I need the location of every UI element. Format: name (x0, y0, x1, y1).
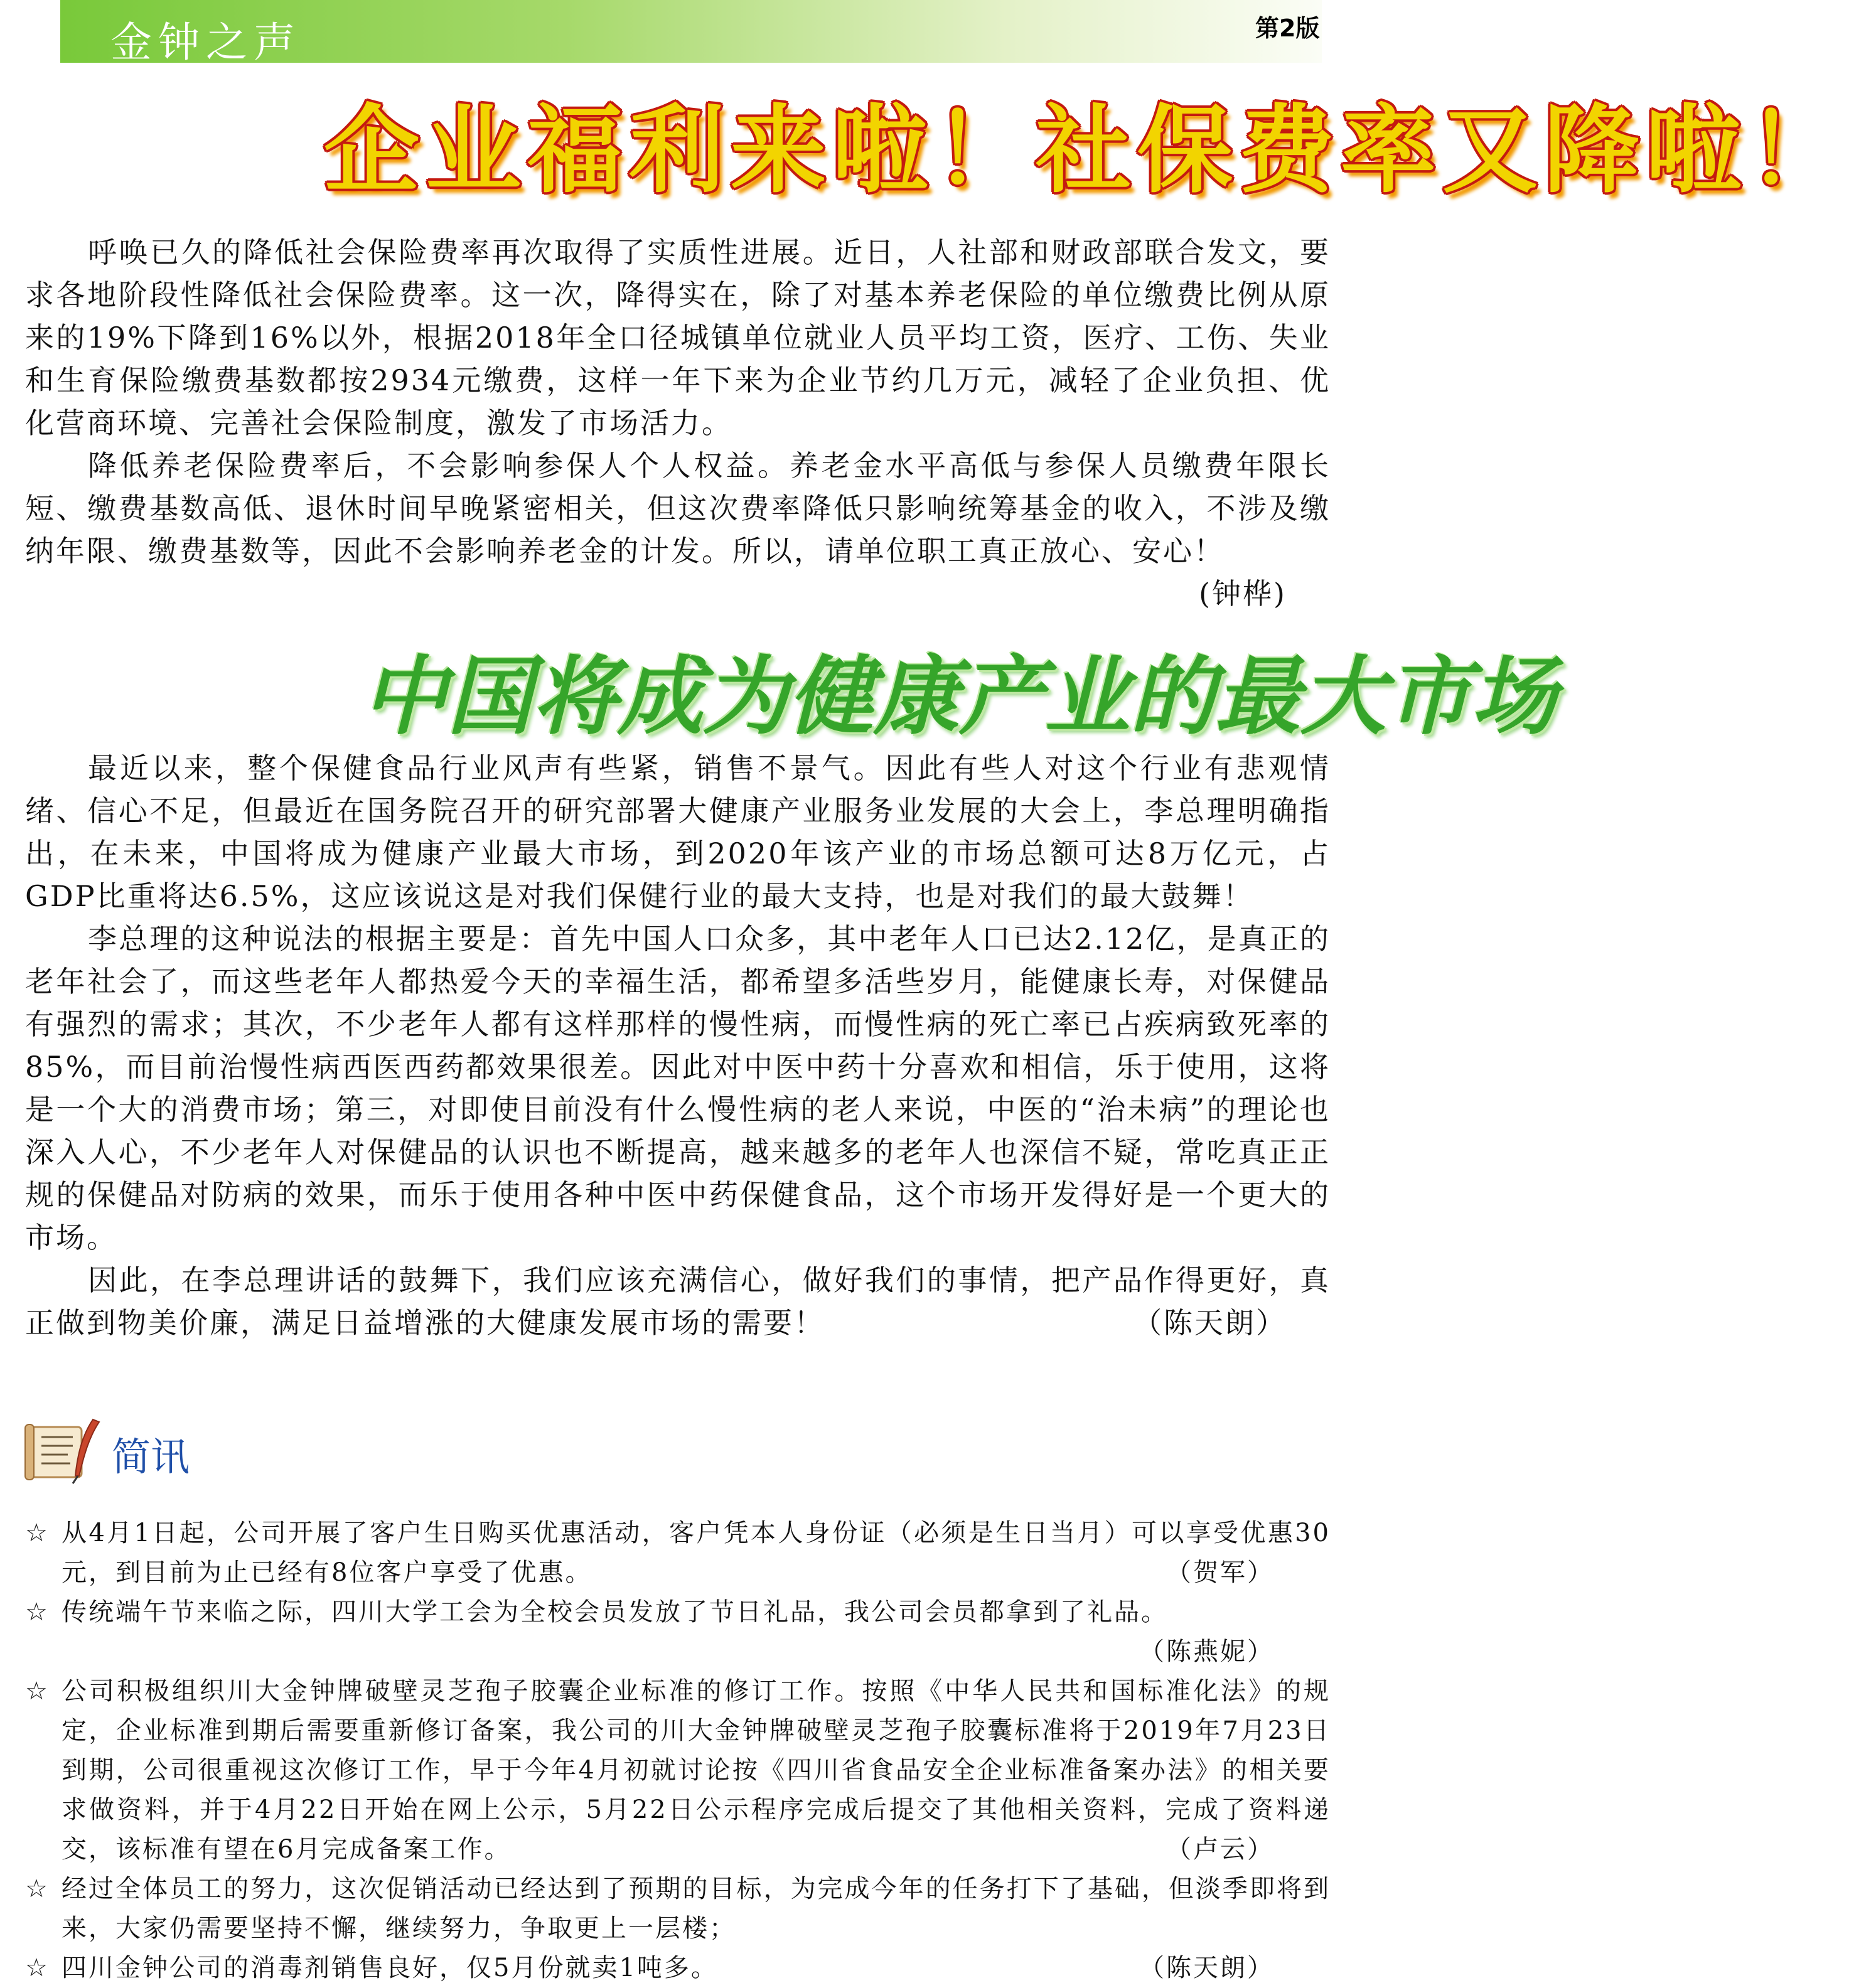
news-item-byline: （陈天朗） (1139, 1953, 1274, 1982)
article-2-paragraph-3: 因此，在李总理讲话的鼓舞下，我们应该充满信心，做好我们的事情，把产品作得更好，真正做到物美价廉，满足日益增涨的大健康发展市场的需要！ （陈天朗） (25, 1259, 1331, 1344)
article-2-body (25, 747, 1331, 1344)
scroll-quill-icon (18, 1416, 105, 1485)
article-2-paragraph-1: 最近以来，整个保健食品行业风声有些紧，销售不景气。因此有些人对这个行业有悲观情绪、信心不足，但最近在国务院召开的研究部署大健康产业服务业发展的大会上，李总理明确指出，在未来，中国将成为健康产业最大市场，到2020年该产业的市场总额可达8万亿元，占GDP比重将达6.5%，这应该说这是对我们保健行业的最大支持，也是对我们的最大鼓舞！ (25, 751, 1331, 913)
article-1-byline: (钟桦) (1199, 577, 1287, 611)
news-item: ☆ 公司积极组织川大金钟牌破壁灵芝孢子胶囊企业标准的修订工作。按照《中华人民共和国标准化法》的规定，企业标准到期后需要重新修订备案，我公司的川大金钟牌破壁灵芝孢子胶囊标准将于2019年7月23日到期，公司很重视这次修订工作，早于今年4月初就讨论按《四川省食品安全企业标准备案办法》的相关要求做资料，并于4月22日开始在网上公示，5月22日公示程序完成后提交了其他相关资料，完成了资料递交，该标准有望在6月完成备案工作。 （卢云） (25, 1672, 1331, 1869)
article-1-paragraph-2: 降低养老保险费率后，不会影响参保人个人权益。养老金水平高低与参保人员缴费年限长短、缴费基数高低、退休时间早晚紧密相关，但这次费率降低只影响统筹基金的收入，不涉及缴纳年限、缴费基数等，因此不会影响养老金的计发。所以，请单位职工真正放心、安心！ (钟桦) (25, 444, 1331, 572)
issue-label: 第2版 (1255, 14, 1320, 42)
news-item: ☆ 从4月1日起，公司开展了客户生日购买优惠活动，客户凭本人身份证（必须是生日当月）可以享受优惠30元，到目前为止已经有8位客户享受了优惠。 （贺军） (25, 1514, 1331, 1593)
news-item-byline: （卢云） (1166, 1835, 1274, 1864)
news-item: ☆ 传统端午节来临之际，四川大学工会为全校会员发放了节日礼品，我公司会员都拿到了礼品。 （陈燕妮） (25, 1593, 1331, 1672)
star-bullet-icon: ☆ (25, 1874, 50, 1903)
article-2-paragraph-2: 李总理的这种说法的根据主要是：首先中国人口众多，其中老年人口已达2.12亿，是真正的老年社会了，而这些老年人都热爱今天的幸福生活，都希望多活些岁月，能健康长寿，对保健品有强烈的需求；其次，不少老年人都有这样那样的慢性病，而慢性病的死亡率已占疾病致死率的85%，而目前治慢性病西医西药都效果很差。因此对中医中药十分喜欢和相信，乐于使用，这将是一个大的消费市场；第三，对即使目前没有什么慢性病的老人来说，中医的“治未病”的理论也深入人心，不少老年人对保健品的认识也不断提高，越来越多的老年人也深信不疑，常吃真正正规的保健品对防病的效果，而乐于使用各种中医中药保健食品，这个市场开发得好是一个更大的市场。 (25, 922, 1331, 1254)
star-bullet-icon: ☆ (25, 1598, 50, 1627)
article-1-body (25, 231, 1331, 615)
star-bullet-icon: ☆ (25, 1677, 50, 1706)
star-bullet-icon: ☆ (25, 1519, 50, 1547)
news-item-byline: （陈燕妮） (1139, 1637, 1274, 1666)
star-bullet-icon: ☆ (25, 1953, 50, 1982)
newsletter-title: 金钟之声 (110, 18, 301, 67)
news-item: ☆ 经过全体员工的努力，这次促销活动已经达到了预期的目标，为完成今年的任务打下了基础，但淡季即将到来，大家仍需要坚持不懈，继续努力，争取更上一层楼； (25, 1869, 1331, 1948)
news-section-title: 简讯 (112, 1434, 190, 1480)
article-2-title: 中国将成为健康产业的最大市场 (362, 648, 1557, 747)
article-2-byline: （陈天朗） (1133, 1306, 1287, 1340)
article-1-title: 企业福利来啦！社保费率又降啦！ (324, 95, 1849, 206)
news-item-byline: （贺军） (1166, 1558, 1274, 1587)
news-item: ☆ 四川金钟公司的消毒剂销售良好，仅5月份就卖1吨多。 （陈天朗） (25, 1948, 1331, 1988)
news-list (25, 1514, 1331, 1988)
article-1-paragraph-1: 呼唤已久的降低社会保险费率再次取得了实质性进展。近日，人社部和财政部联合发文，要求各地阶段性降低社会保险费率。这一次，降得实在，除了对基本养老保险的单位缴费比例从原来的19%下降到16%以外，根据2018年全口径城镇单位就业人员平均工资，医疗、工伤、失业和生育保险缴费基数都按2934元缴费，这样一年下来为企业节约几万元，减轻了企业负担、优化营商环境、完善社会保险制度，激发了市场活力。 (25, 235, 1331, 440)
